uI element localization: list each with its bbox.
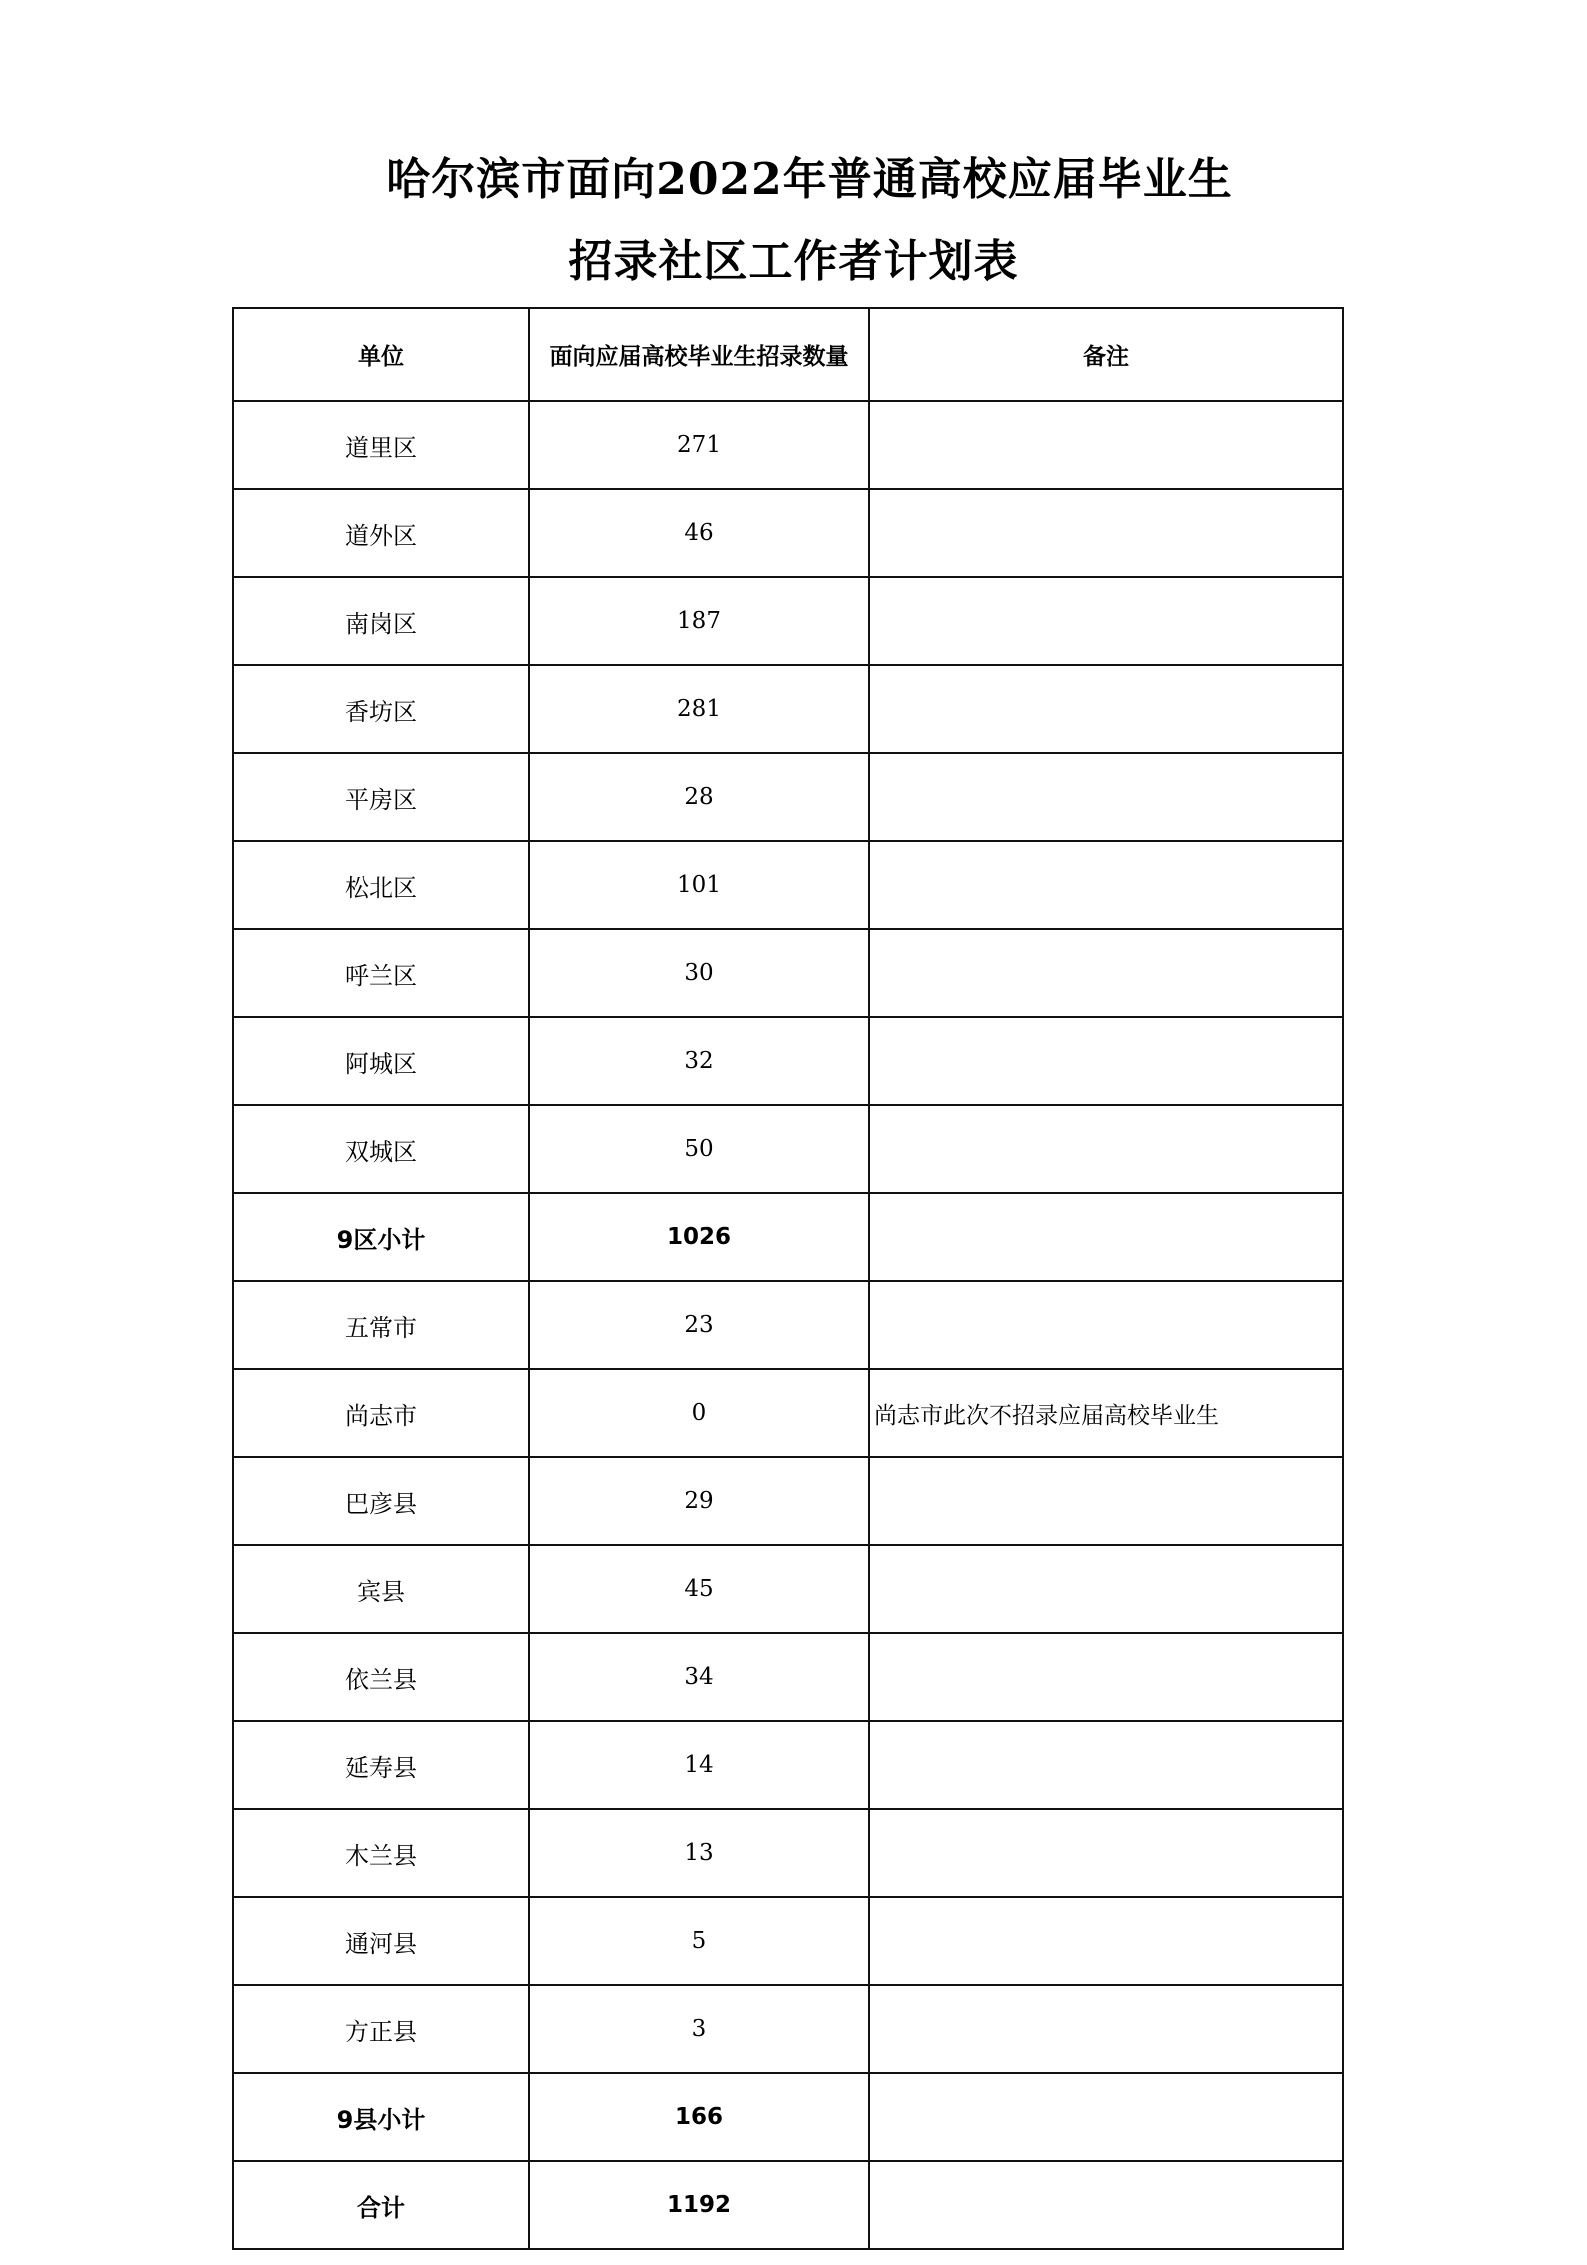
unit-cell: 道里区 bbox=[233, 401, 529, 489]
unit-cell: 延寿县 bbox=[233, 1721, 529, 1809]
count-cell: 32 bbox=[529, 1017, 869, 1105]
unit-cell: 道外区 bbox=[233, 489, 529, 577]
table-row bbox=[233, 665, 1343, 753]
count-cell: 5 bbox=[529, 1897, 869, 1985]
table-row bbox=[233, 1105, 1343, 1193]
remark-cell bbox=[869, 2073, 1343, 2161]
table-row bbox=[233, 1633, 1343, 1721]
column-header-count: 面向应届高校毕业生招录数量 bbox=[529, 308, 869, 401]
remark-cell bbox=[869, 1545, 1343, 1633]
district-subtotal-row bbox=[233, 1193, 1343, 1281]
unit-cell: 双城区 bbox=[233, 1105, 529, 1193]
count-cell: 23 bbox=[529, 1281, 869, 1369]
count-cell: 3 bbox=[529, 1985, 869, 2073]
remark-cell bbox=[869, 489, 1343, 577]
count-cell: 50 bbox=[529, 1105, 869, 1193]
count-cell: 34 bbox=[529, 1633, 869, 1721]
unit-cell: 合计 bbox=[233, 2161, 529, 2249]
remark-cell bbox=[869, 1457, 1343, 1545]
count-cell: 101 bbox=[529, 841, 869, 929]
count-cell: 14 bbox=[529, 1721, 869, 1809]
count-cell: 187 bbox=[529, 577, 869, 665]
unit-cell: 香坊区 bbox=[233, 665, 529, 753]
table-row bbox=[233, 841, 1343, 929]
remark-cell bbox=[869, 1017, 1343, 1105]
table-row bbox=[233, 753, 1343, 841]
table-header-row bbox=[233, 308, 1343, 401]
remark-cell bbox=[869, 929, 1343, 1017]
remark-cell bbox=[869, 1633, 1343, 1721]
remark-cell bbox=[869, 753, 1343, 841]
unit-cell: 木兰县 bbox=[233, 1809, 529, 1897]
table-row bbox=[233, 1985, 1343, 2073]
remark-cell bbox=[869, 1105, 1343, 1193]
table-row bbox=[233, 1897, 1343, 1985]
count-cell: 30 bbox=[529, 929, 869, 1017]
remark-cell bbox=[869, 1985, 1343, 2073]
count-cell: 28 bbox=[529, 753, 869, 841]
table-row bbox=[233, 1545, 1343, 1633]
document-title-line-1: 哈尔滨市面向2022年普通高校应届毕业生 bbox=[386, 154, 1233, 205]
remark-cell bbox=[869, 401, 1343, 489]
count-cell: 46 bbox=[529, 489, 869, 577]
table-row bbox=[233, 1017, 1343, 1105]
unit-cell: 呼兰区 bbox=[233, 929, 529, 1017]
count-cell: 281 bbox=[529, 665, 869, 753]
remark-cell bbox=[869, 577, 1343, 665]
recruitment-plan-table bbox=[232, 307, 1344, 2250]
column-header-unit: 单位 bbox=[233, 308, 529, 401]
unit-cell: 五常市 bbox=[233, 1281, 529, 1369]
remark-cell bbox=[869, 1897, 1343, 1985]
grand-total-row bbox=[233, 2161, 1343, 2249]
remark-cell bbox=[869, 2161, 1343, 2249]
count-cell: 166 bbox=[529, 2073, 869, 2161]
count-cell: 271 bbox=[529, 401, 869, 489]
remark-cell bbox=[869, 1721, 1343, 1809]
unit-cell: 阿城区 bbox=[233, 1017, 529, 1105]
count-cell: 45 bbox=[529, 1545, 869, 1633]
table-row bbox=[233, 1809, 1343, 1897]
table-row bbox=[233, 489, 1343, 577]
table-row bbox=[233, 577, 1343, 665]
table-row bbox=[233, 1369, 1343, 1457]
unit-cell: 9区小计 bbox=[233, 1193, 529, 1281]
unit-cell: 通河县 bbox=[233, 1897, 529, 1985]
remark-cell bbox=[869, 665, 1343, 753]
count-cell: 1192 bbox=[529, 2161, 869, 2249]
count-cell: 13 bbox=[529, 1809, 869, 1897]
table-row bbox=[233, 1457, 1343, 1545]
unit-cell: 松北区 bbox=[233, 841, 529, 929]
remark-cell: 尚志市此次不招录应届高校毕业生 bbox=[869, 1369, 1343, 1457]
table-row bbox=[233, 401, 1343, 489]
remark-cell bbox=[869, 1281, 1343, 1369]
unit-cell: 巴彦县 bbox=[233, 1457, 529, 1545]
remark-cell bbox=[869, 1809, 1343, 1897]
county-subtotal-row bbox=[233, 2073, 1343, 2161]
remark-cell bbox=[869, 1193, 1343, 1281]
unit-cell: 9县小计 bbox=[233, 2073, 529, 2161]
unit-cell: 依兰县 bbox=[233, 1633, 529, 1721]
unit-cell: 南岗区 bbox=[233, 577, 529, 665]
count-cell: 0 bbox=[529, 1369, 869, 1457]
count-cell: 1026 bbox=[529, 1193, 869, 1281]
count-cell: 29 bbox=[529, 1457, 869, 1545]
unit-cell: 宾县 bbox=[233, 1545, 529, 1633]
table-row bbox=[233, 1281, 1343, 1369]
column-header-remark: 备注 bbox=[869, 308, 1343, 401]
unit-cell: 平房区 bbox=[233, 753, 529, 841]
table-row bbox=[233, 1721, 1343, 1809]
unit-cell: 尚志市 bbox=[233, 1369, 529, 1457]
remark-cell bbox=[869, 841, 1343, 929]
table-row bbox=[233, 929, 1343, 1017]
unit-cell: 方正县 bbox=[233, 1985, 529, 2073]
document-title-line-2: 招录社区工作者计划表 bbox=[568, 236, 1019, 287]
